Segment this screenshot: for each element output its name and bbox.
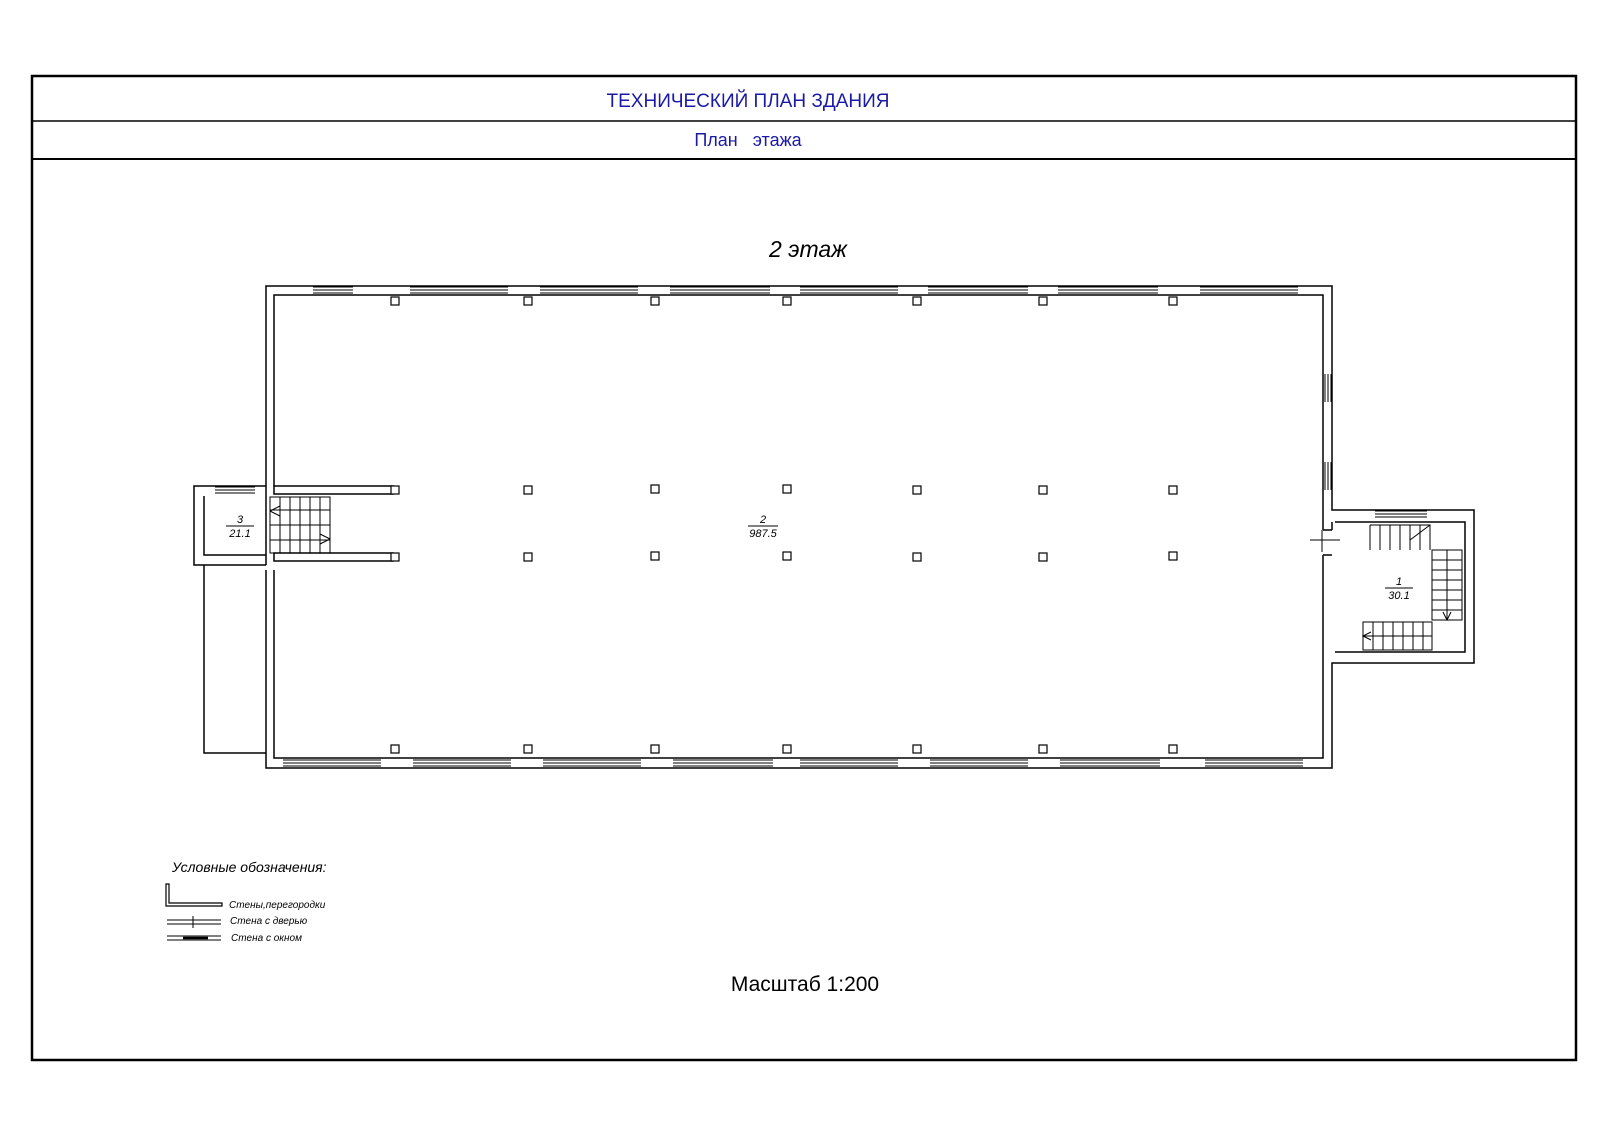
floor-label: 2 этаж	[768, 236, 848, 262]
legend-window-symbol	[167, 936, 221, 940]
building-walls	[194, 286, 1474, 768]
legend-door-symbol	[167, 916, 221, 928]
room-3-number: 3	[236, 514, 244, 526]
side-windows	[215, 374, 1427, 517]
staircase-left	[270, 497, 330, 553]
legend-title: Условные обозначения:	[172, 859, 327, 875]
header-title: ТЕХНИЧЕСКИЙ ПЛАН ЗДАНИЯ	[606, 91, 890, 112]
top-windows	[313, 287, 1298, 293]
room-1-area: 30.1	[1388, 590, 1410, 602]
room-2-area: 987.5	[749, 528, 777, 540]
room-3-area: 21.1	[229, 528, 251, 540]
bottom-windows	[283, 760, 1303, 766]
legend	[166, 859, 327, 944]
scale-label: Масштаб 1:200	[730, 973, 880, 996]
room-2-number: 2	[759, 514, 767, 526]
legend-item-walls: Стены,перегородки	[229, 900, 326, 911]
sheet-frame	[32, 76, 1576, 1060]
legend-walls-symbol	[166, 884, 222, 906]
room-1-label	[1385, 576, 1413, 602]
legend-item-door: Стена с дверью	[230, 916, 308, 927]
door-right	[1310, 530, 1340, 552]
room-2-label	[748, 514, 778, 540]
legend-item-window: Стена с окном	[231, 933, 302, 944]
room-3-label	[226, 514, 254, 540]
room-1-number: 1	[1395, 576, 1403, 588]
header-subtitle: План этажа	[694, 130, 802, 150]
columns	[391, 297, 1177, 753]
